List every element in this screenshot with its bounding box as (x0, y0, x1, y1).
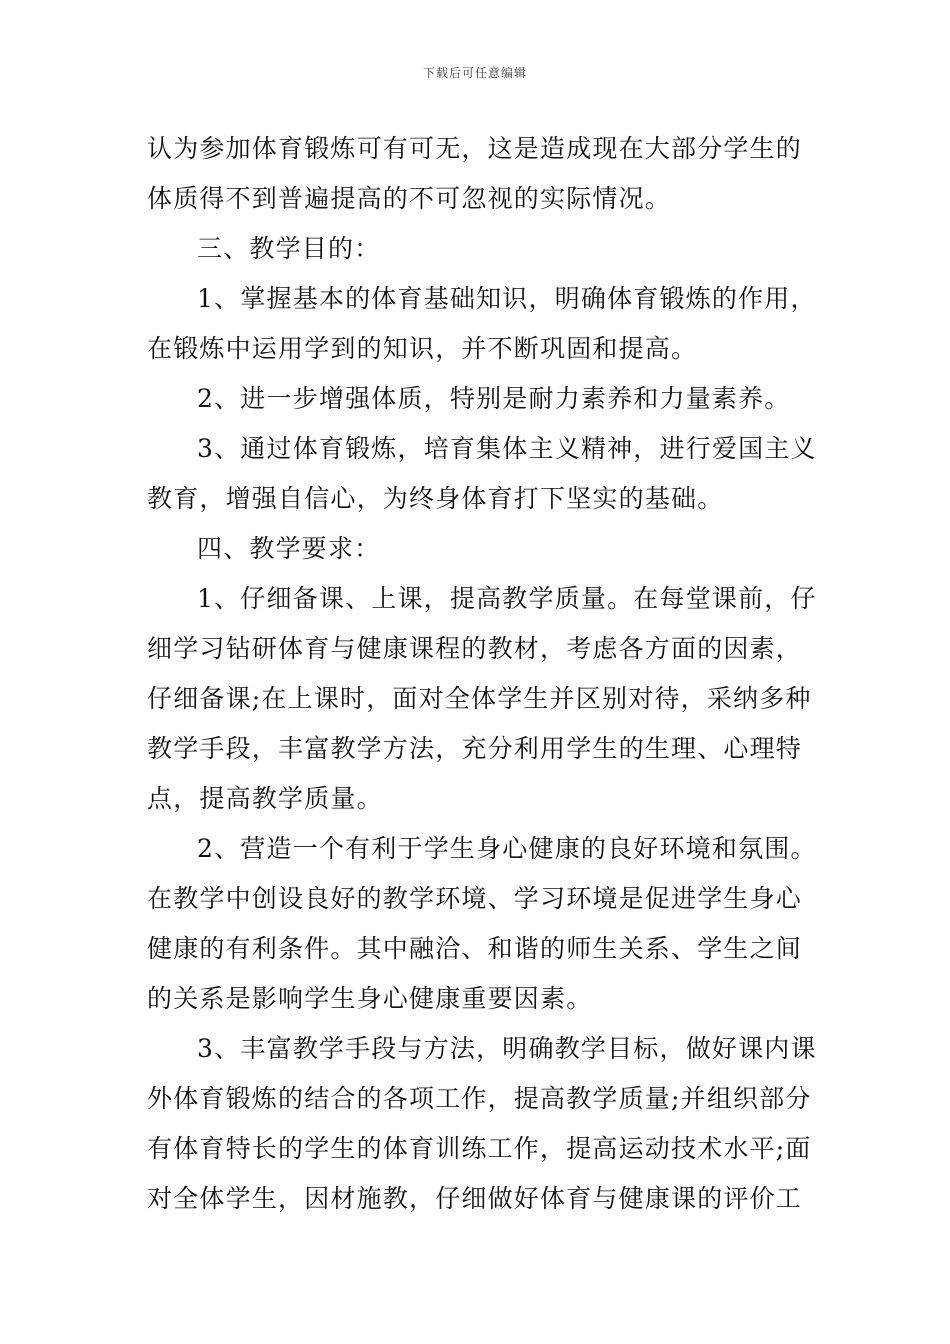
text-line: 2、进一步增强体质，特别是耐力素养和力量素养。 (197, 384, 791, 413)
text-line: 的关系是影响学生身心健康重要因素。 (147, 984, 593, 1013)
text-line: 3、通过体育锻炼，培育集体主义精神，进行爱国主义 (197, 434, 817, 463)
text-line: 体质得不到普遍提高的不可忽视的实际情况。 (147, 184, 672, 213)
text-line: 1、掌握基本的体育基础知识，明确体育锻炼的作用， (197, 284, 817, 313)
text-line: 仔细备课;在上课时，面对全体学生并区别对待，采纳多种 (147, 684, 812, 713)
text-line: 教育，增强自信心，为终身体育打下坚实的基础。 (147, 484, 724, 513)
page-header: 下载后可任意编辑 (422, 66, 527, 80)
text-line: 教学手段，丰富教学方法，充分利用学生的生理、心理特 (147, 734, 803, 763)
text-line: 有体育特长的学生的体育训练工作，提高运动技术水平;面 (147, 1134, 812, 1163)
text-line: 在教学中创设良好的教学环境、学习环境是促进学生身心 (147, 884, 803, 913)
text-line: 对全体学生，因材施教，仔细做好体育与健康课的评价工 (147, 1184, 803, 1213)
section-heading-requirements: 四、教学要求： (197, 534, 381, 563)
section-heading-objectives: 三、教学目的： (197, 234, 381, 263)
text-line: 3、丰富教学手段与方法，明确教学目标，做好课内课 (197, 1034, 817, 1063)
text-line: 细学习钻研体育与健康课程的教材，考虑各方面的因素， (147, 634, 803, 663)
text-line: 1、仔细备课、上课，提高教学质量。在每堂课前，仔 (197, 584, 817, 613)
text-line: 认为参加体育锻炼可有可无，这是造成现在大部分学生的 (147, 134, 803, 163)
text-line: 健康的有利条件。其中融洽、和谐的师生关系、学生之间 (147, 934, 803, 963)
text-line: 在锻炼中运用学到的知识，并不断巩固和提高。 (147, 334, 698, 363)
document-body (147, 124, 817, 1224)
text-line: 点，提高教学质量。 (147, 784, 383, 813)
text-line: 外体育锻炼的结合的各项工作，提高教学质量;并组织部分 (147, 1084, 812, 1113)
text-line: 2、营造一个有利于学生身心健康的良好环境和氛围。 (197, 834, 817, 863)
